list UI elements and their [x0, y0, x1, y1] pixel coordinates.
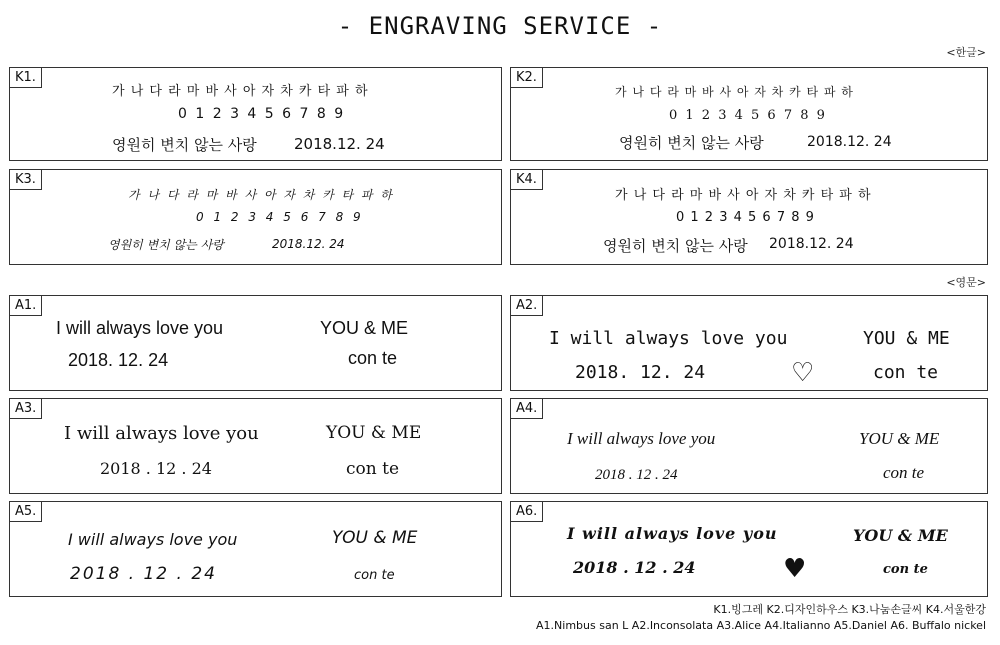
korean-sample-k4	[510, 169, 988, 265]
english-phrase: I will always love you	[56, 318, 224, 338]
date: 2018 . 12 . 24	[100, 459, 212, 478]
date: 2018. 12. 24	[575, 362, 706, 383]
korean-chars: 가 나 다 라 마 바 사 아 자 차 카 타 파 하	[112, 84, 369, 99]
sample-tag: A4.	[510, 398, 543, 419]
date: 2018 . 12 . 24	[70, 564, 217, 584]
digits: 0 1 2 3 4 5 6 7 8 9	[178, 106, 346, 122]
sub-phrase: con te	[883, 463, 925, 482]
korean-sample-k2	[510, 67, 988, 161]
names: YOU & ME	[863, 328, 950, 349]
digits: 0 1 2 3 4 5 6 7 8 9	[676, 210, 815, 225]
sample-tag: K3.	[9, 169, 42, 190]
korean-phrase: 영원히 변치 않는 사랑	[108, 238, 224, 252]
english-sample-a2	[510, 295, 988, 391]
english-phrase: I will always love you	[567, 524, 778, 543]
english-font-list: A1.Nimbus san L A2.Inconsolata A3.Alice A4.Italianno A5.Daniel A6. Buffalo nickel	[536, 619, 986, 632]
korean-font-list: K1.빙그레 K2.디자인하우스 K3.나눔손글씨 K4.서울한강	[713, 603, 986, 616]
korean-chars: 가 나 다 라 마 바 사 아 자 차 카 타 파 하	[128, 188, 394, 202]
korean-phrase: 영원히 변치 않는 사랑	[112, 136, 257, 154]
korean-chars: 가 나 다 라 마 바 사 아 자 차 카 타 파 하	[615, 188, 872, 203]
sample-tag: A6.	[510, 501, 543, 522]
korean-section-label: <한글>	[946, 46, 986, 59]
english-phrase: I will always love you	[64, 423, 259, 444]
sample-tag: A3.	[9, 398, 42, 419]
names: YOU & ME	[332, 528, 418, 548]
english-phrase: I will always love you	[567, 429, 716, 448]
sample-tag: K1.	[9, 67, 42, 88]
names: YOU & ME	[326, 423, 422, 443]
digits: 0 1 2 3 4 5 6 7 8 9	[196, 210, 364, 224]
sample-tag: A5.	[9, 501, 42, 522]
date: 2018 . 12 . 24	[573, 558, 696, 577]
digits: 0 1 2 3 4 5 6 7 8 9	[669, 108, 827, 123]
english-section-label: <영문>	[946, 276, 986, 289]
sample-tag: K2.	[510, 67, 543, 88]
sample-tag: K4.	[510, 169, 543, 190]
sub-phrase: con te	[348, 348, 398, 368]
english-sample-a3	[9, 398, 502, 494]
english-sample-a5	[9, 501, 502, 597]
sub-phrase: con te	[346, 459, 400, 479]
names: YOU & ME	[320, 318, 409, 338]
english-phrase: I will always love you	[549, 328, 788, 349]
english-phrase: I will always love you	[68, 530, 238, 549]
date: 2018.12. 24	[807, 134, 892, 150]
korean-sample-k1	[9, 67, 502, 161]
sample-tag: A1.	[9, 295, 42, 316]
korean-sample-k3	[9, 169, 502, 265]
sub-phrase: con te	[873, 362, 939, 383]
date: 2018. 12. 24	[68, 350, 169, 370]
sub-phrase: con te	[354, 568, 395, 583]
names: YOU & ME	[853, 526, 948, 545]
korean-phrase: 영원히 변치 않는 사랑	[619, 134, 764, 152]
date: 2018.12. 24	[769, 236, 854, 252]
names: YOU & ME	[859, 429, 940, 448]
date: 2018.12. 24	[272, 237, 345, 251]
korean-phrase: 영원히 변치 않는 사랑	[603, 237, 748, 255]
sub-phrase: con te	[883, 562, 928, 577]
sample-tag: A2.	[510, 295, 543, 316]
date: 2018.12. 24	[294, 135, 385, 153]
english-sample-a4	[510, 398, 988, 494]
heart-filled-icon: ♥	[783, 554, 807, 584]
heart-outline-icon: ♡	[791, 358, 815, 388]
page-title: - ENGRAVING SERVICE -	[337, 12, 663, 40]
english-sample-a6	[510, 501, 988, 597]
english-sample-a1	[9, 295, 502, 391]
date: 2018 . 12 . 24	[595, 467, 678, 483]
korean-chars: 가 나 다 라 마 바 사 아 자 차 카 타 파 하	[615, 85, 854, 99]
